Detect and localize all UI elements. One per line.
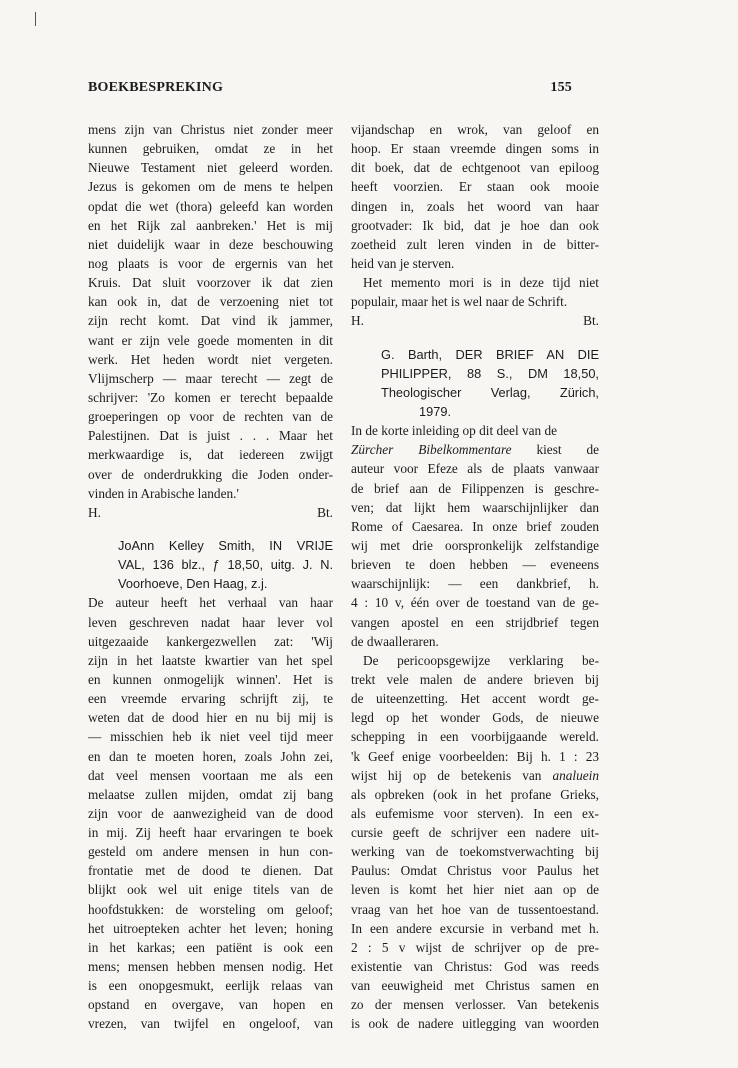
text-line: zijn recht komt. Dat vind ik jammer, xyxy=(88,313,333,329)
text-line: blijkt ook wel uit enige titels van de xyxy=(88,882,333,898)
signature xyxy=(351,311,599,330)
text-line: mens zijn van Christus niet zonder meer xyxy=(88,122,333,137)
text-line: ven; dat lijkt hem waarschijnlijker dan xyxy=(351,499,599,515)
text-line: vangen apostel en een strijdbrief tegen xyxy=(351,614,599,630)
text-line: Het memento mori is in deze tijd niet xyxy=(363,275,599,291)
text-line: schrijver: 'Zo komen er terecht bepaalde xyxy=(88,389,333,405)
text-line: Kruis. Dat sluit voorzover ik dat zien xyxy=(88,275,333,291)
review-heading xyxy=(351,345,599,422)
text-line: — misschien heb ik niet veel tijd meer xyxy=(88,729,333,745)
text-line: 'k Geef enige voorbeelden: Bij h. 1 : 23 xyxy=(351,748,599,764)
text-line: kunnen gebruiken, omdat ze in het xyxy=(88,141,333,157)
text-line: leven geschreven nadat haar lever vol xyxy=(88,614,333,630)
text-line: nog plaats is voor de ergernis van het xyxy=(88,255,333,271)
review-heading-line: Theologischer Verlag, Zürich, xyxy=(381,384,599,400)
text-line: existentie van Christus: God was reeds xyxy=(351,959,599,975)
text-line: Jezus is gekomen om de mens te helpen xyxy=(88,179,333,195)
text-line: de uiteenzetting. Het accent wordt ge- xyxy=(351,691,599,707)
signature-initial: H. xyxy=(351,313,364,329)
text-line: wij met drie oorspronkelijk zelfstandige xyxy=(351,537,599,553)
text-line: merkwaardige is, dat iedereen zwijgt xyxy=(88,447,333,463)
text-line: de dwaalleraren. xyxy=(351,633,439,649)
left-column xyxy=(88,120,333,1034)
text-line: in mij. Zij heeft haar ervaringen te boek xyxy=(88,825,333,841)
review-heading-line: JoAnn Kelley Smith, IN VRIJE xyxy=(118,537,333,553)
text-line: is ook de nadere uitlegging van woorden xyxy=(351,1016,599,1032)
text-line: het uitroepteken achter het leven; honing xyxy=(88,920,333,936)
text-line: over de onderdrukking die Joden onder- xyxy=(88,466,333,482)
text-line xyxy=(351,440,599,459)
review-heading-line: 1979. xyxy=(419,403,452,419)
text-line: vrezen, van twijfel en ongeloof, van xyxy=(88,1016,333,1032)
text-line: 2 : 5 v wijst de schrijver op de pre- xyxy=(351,939,599,955)
text-line: en kunnen onmogelijk winnen'. Het is xyxy=(88,671,333,687)
text-line: kan ook in, dat de verzoening niet tot xyxy=(88,294,333,310)
text-line: heeft voorzien. Er staan ook mooie xyxy=(351,179,599,195)
text-line: zijn in het laatste kwartier van het spel xyxy=(88,652,333,668)
text-line: leven is komt het hier niet aan op de xyxy=(351,882,599,898)
text-line: waarschijnlijk: — een dankbrief, h. xyxy=(351,576,599,592)
text-line: mens; mensen hebben mensen nodig. Het xyxy=(88,959,333,975)
text-line: trekt vele malen de andere brieven bij xyxy=(351,671,599,687)
text-line: De pericoopsgewijze verklaring be- xyxy=(363,652,599,668)
text-line: Rome of Caesarea. In onze brief zouden xyxy=(351,518,599,534)
page-number: 155 xyxy=(550,80,572,95)
text-line: frontatie met de dood te dienen. Dat xyxy=(88,863,333,879)
text-line: werk. Het heden wordt niet vergeten. xyxy=(88,351,333,367)
text-line: populair, maar het is wel naar de Schrift. xyxy=(351,294,568,310)
text-line: heid van je sterven. xyxy=(351,255,455,271)
text-line: dat veel mensen voortaan me als een xyxy=(88,767,333,783)
text-line: als eufemisme voor sterven). In een ex- xyxy=(351,805,599,821)
text-line: hoofdstukken: de worsteling om geloof; xyxy=(88,901,333,917)
text-line: en het Rijk zal aanbreken.' Het is mij xyxy=(88,217,333,233)
text-line: legd op het wonder Gods, de nieuwe xyxy=(351,710,599,726)
text-line: hoop. Er staan vreemde dingen soms in xyxy=(351,141,599,157)
text-line: niet duidelijk waar in deze beschouwing xyxy=(88,236,333,252)
text-fragment: wijst hij op de betekenis van xyxy=(351,767,542,783)
signature-author: Bt. xyxy=(317,504,333,520)
text-line: opstand en overgave, van hopen en xyxy=(88,997,333,1013)
text-line: want er zijn vele goede momenten in dit xyxy=(88,332,333,348)
text-line: dingen in, zoals het woord van haar xyxy=(351,198,599,214)
italic-title: Zürcher Bibelkommentare xyxy=(351,442,512,458)
text-line: In de korte inleiding op dit deel van de xyxy=(351,423,558,439)
text-line: melaatse zullen mijden, omdat zij bang xyxy=(88,786,333,802)
text-line: cursie geeft de schrijver een nadere uit- xyxy=(351,825,599,841)
text-line: uitgezaaide kankergezwellen zat: 'Wij xyxy=(88,633,333,649)
text-line: een vreemde ervaring schrijft zij, te xyxy=(88,691,333,707)
text-line: Vlijmscherp — maar terecht — zegt de xyxy=(88,370,333,386)
right-column xyxy=(351,120,599,1034)
review-heading xyxy=(88,536,333,593)
text-line xyxy=(351,766,599,785)
text-line: In een andere excursie in verband met h. xyxy=(351,920,599,936)
paragraph xyxy=(88,593,333,1033)
review-heading-line: G. Barth, DER BRIEF AN DIE xyxy=(381,346,599,362)
review-heading-line: Voorhoeve, Den Haag, z.j. xyxy=(118,576,268,592)
signature-initial: H. xyxy=(88,504,101,520)
text-line: vinden in Arabische landen.' xyxy=(88,485,239,501)
text-line: auteur voor Efeze als de plaats vanwaar xyxy=(351,461,599,477)
text-line: brieven te doen hebben — eveneens xyxy=(351,557,599,573)
text-line: en dan te moeten horen, zoals John zei, xyxy=(88,748,333,764)
text-line: grootvader: Ik bid, dat je hoe dan ook xyxy=(351,217,599,233)
signature-author: Bt. xyxy=(583,313,599,329)
text-line: Nieuwe Testament niet geleerd worden. xyxy=(88,160,333,176)
running-head xyxy=(88,80,572,100)
review-heading-line: PHILIPPER, 88 S., DM 18,50, xyxy=(381,365,599,381)
paragraph xyxy=(88,120,333,503)
text-line: de brief aan de Filippenzen is geschre- xyxy=(351,480,599,496)
text-line: als opbreken (ook in het profane Grieks, xyxy=(351,786,599,802)
margin-mark xyxy=(35,12,36,26)
text-line: Paulus: Omdat Christus voor Paulus het xyxy=(351,863,599,879)
paragraph xyxy=(351,651,599,1034)
text-fragment: kiest de xyxy=(536,442,599,458)
text-line: vraag van het hoe van de tussentoestand. xyxy=(351,901,599,917)
text-line: 4 : 10 v, één over de toestand van de ge- xyxy=(351,595,599,611)
text-line: in het karkas; een patiënt is ook een xyxy=(88,939,333,955)
text-line: zo der mensen verlosser. Van betekenis xyxy=(351,997,599,1013)
text-line: gesteld om andere mensen in hun con- xyxy=(88,844,333,860)
text-line: schepping in een voorbijgaande wereld. xyxy=(351,729,599,745)
text-line: groeperingen op voor de rechten van de xyxy=(88,409,333,425)
text-line: van eeuwigheid met Christus samen en xyxy=(351,978,599,994)
section-title: BOEKBESPREKING xyxy=(88,80,224,95)
paragraph xyxy=(351,421,599,651)
signature xyxy=(88,503,333,522)
text-line: zijn voor de aanwezigheid van de dood xyxy=(88,805,333,821)
paragraph xyxy=(351,120,599,273)
text-line: De auteur heeft het verhaal van haar xyxy=(88,595,333,611)
text-line: opdat die wet (thora) geleefd kan worden xyxy=(88,198,333,214)
text-line: dit boek, dat de echtgenoot van epiloog xyxy=(351,160,599,176)
text-line: is een onopgesmukt, eerlijk relaas van xyxy=(88,978,333,994)
review-heading-line: VAL, 136 blz., ƒ 18,50, uitg. J. N. xyxy=(118,557,333,573)
text-line: vijandschap en wrok, van geloof en xyxy=(351,122,599,137)
text-line: weten dat de dood hier en nu bij mij is xyxy=(88,710,333,726)
text-line: werking van de toekomstverwachting bij xyxy=(351,844,599,860)
text-line: Palestijnen. Dat is juist . . . Maar het xyxy=(88,428,333,444)
italic-term: analuein xyxy=(552,767,599,783)
paragraph xyxy=(351,273,599,311)
text-line: zoetheid zult leren vinden in de bitter- xyxy=(351,236,599,252)
